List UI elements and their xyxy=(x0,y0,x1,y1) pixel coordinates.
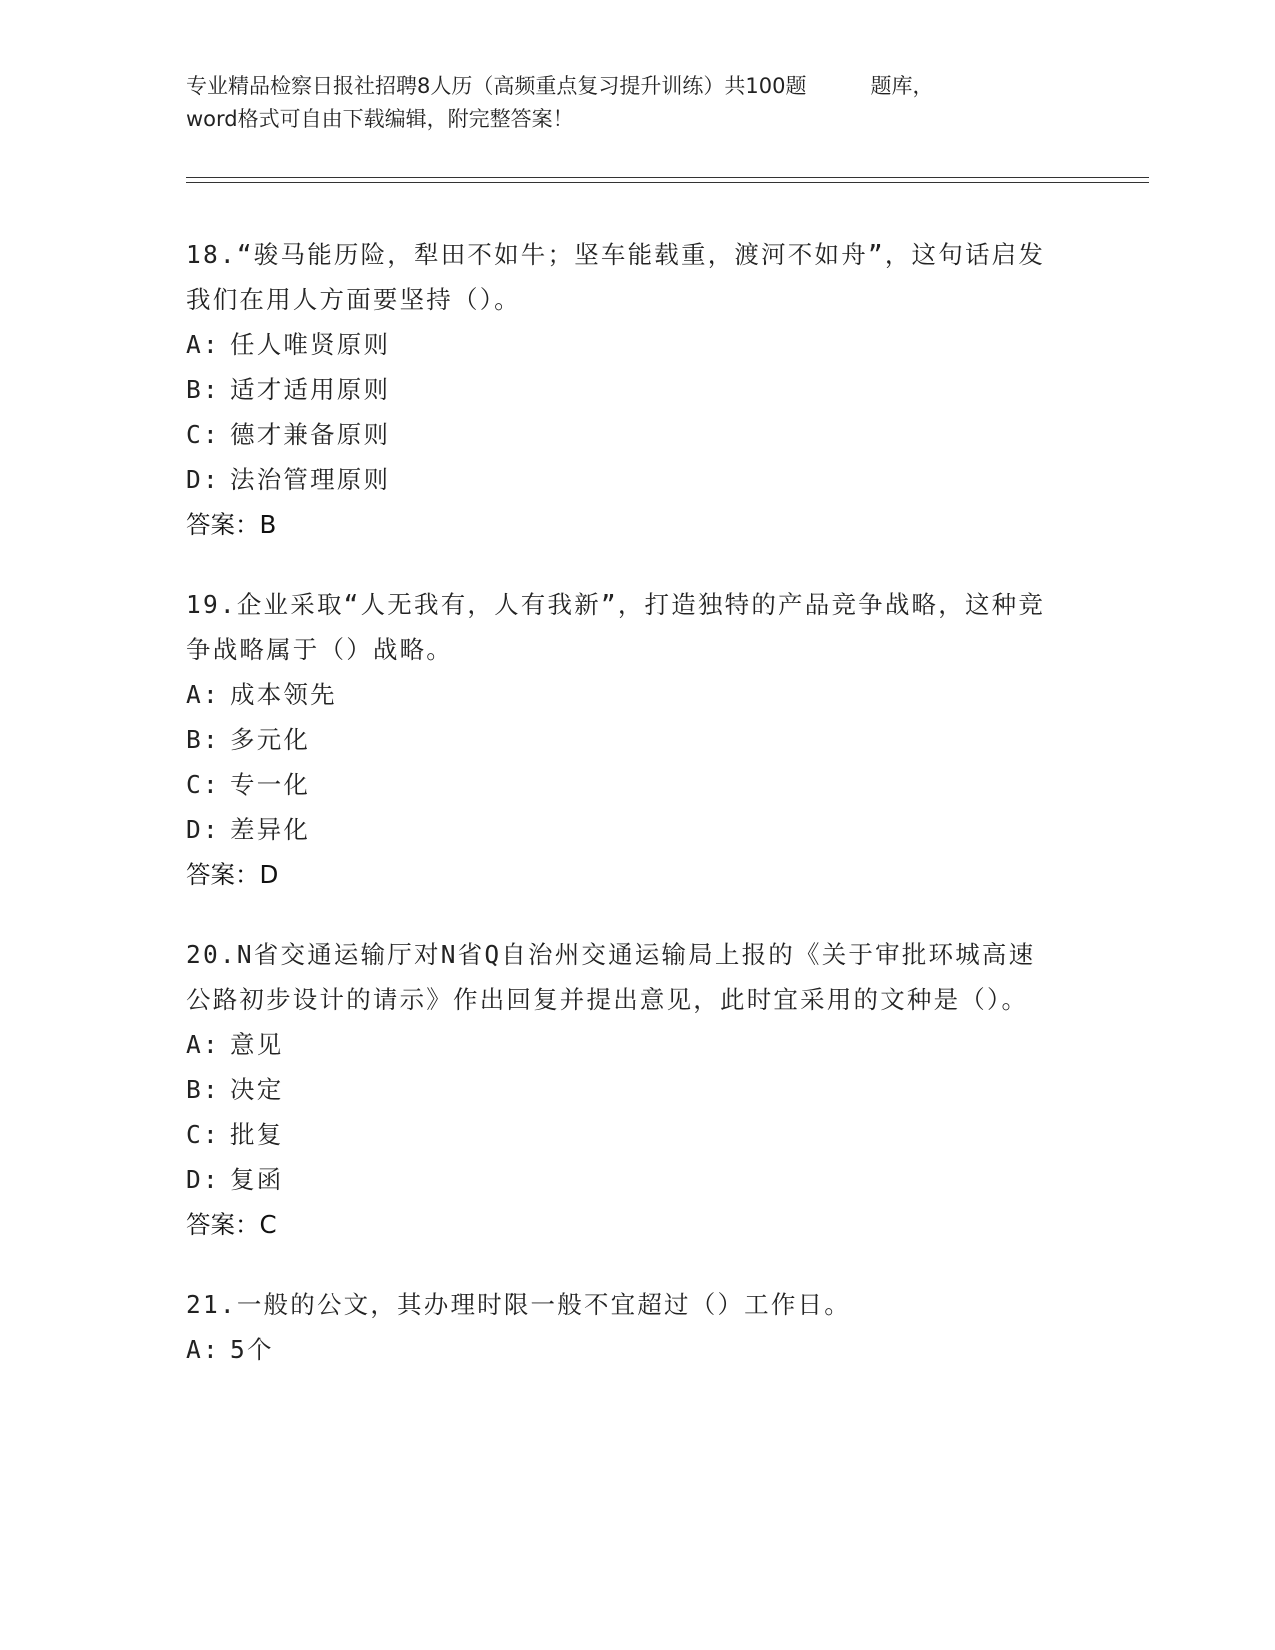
header-divider-bottom xyxy=(186,182,1149,183)
question-19 xyxy=(186,582,1086,897)
option-a: A: 5个 xyxy=(186,1335,274,1364)
option-d: D: 差异化 xyxy=(186,815,311,844)
question-21 xyxy=(186,1282,1086,1372)
option-a: A: 意见 xyxy=(186,1030,284,1059)
option-a: A: 成本领先 xyxy=(186,680,337,709)
option-a: A: 任人唯贤原则 xyxy=(186,330,391,359)
question-text: 21.一般的公文，其办理时限一般不宜超过（）工作日。 xyxy=(186,1290,851,1319)
question-list xyxy=(186,232,1086,1407)
question-text: 18.“骏马能历险，犁田不如牛；坚车能载重，渡河不如舟”，这句话启发我们在用人方面要坚持（）。 xyxy=(186,240,1046,314)
document-header xyxy=(186,70,1086,136)
option-d: D: 复函 xyxy=(186,1165,284,1194)
option-b: B: 多元化 xyxy=(186,725,311,754)
answer: 答案：C xyxy=(186,1210,277,1239)
option-b: B: 决定 xyxy=(186,1075,284,1104)
option-c: C: 专一化 xyxy=(186,770,311,799)
answer: 答案：D xyxy=(186,860,279,889)
header-title-suffix: 题库， xyxy=(870,74,934,98)
option-d: D: 法治管理原则 xyxy=(186,465,391,494)
header-line-2: word格式可自由下载编辑，附完整答案！ xyxy=(186,107,574,131)
option-c: C: 德才兼备原则 xyxy=(186,420,391,449)
header-divider-top xyxy=(186,177,1149,178)
option-c: C: 批复 xyxy=(186,1120,284,1149)
header-line-1 xyxy=(186,70,1086,103)
question-text: 20.N省交通运输厅对N省Q自治州交通运输局上报的《关于审批环城高速公路初步设计的请示》作出回复并提出意见，此时宜采用的文种是（）。 xyxy=(186,940,1036,1014)
question-text: 19.企业采取“人无我有，人有我新”，打造独特的产品竞争战略，这种竞争战略属于（）战略。 xyxy=(186,590,1046,664)
answer: 答案：B xyxy=(186,510,277,539)
question-20 xyxy=(186,932,1086,1247)
header-title: 专业精品检察日报社招聘8人历（高频重点复习提升训练）共100题 xyxy=(186,74,807,98)
question-18 xyxy=(186,232,1086,547)
option-b: B: 适才适用原则 xyxy=(186,375,391,404)
